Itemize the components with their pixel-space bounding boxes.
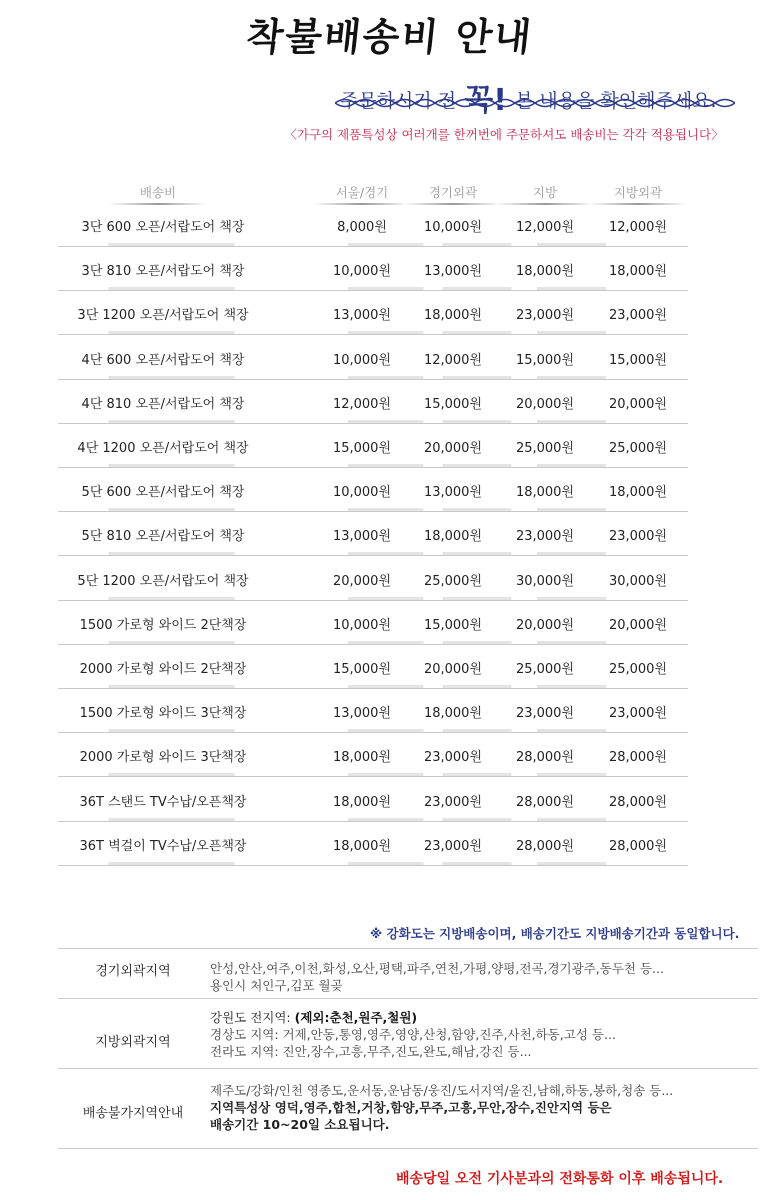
product-name: 5단 810 오픈/서랍도어 책장 [81,529,245,545]
notice-text [0,125,780,143]
fee-outer-gyeonggi: 18,000원 [423,529,483,545]
fee-seoul: 15,000원 [332,662,392,677]
table-row [0,291,780,335]
fee-outer-gyeonggi: 12,000원 [423,352,483,368]
fee-outer-local: 25,000원 [608,441,668,456]
region-outer-gyeonggi [58,948,758,998]
region-line: 배송기간 10~20일 소요됩니다. [210,1117,390,1132]
region-unavailable [58,1068,758,1148]
fee-outer-gyeonggi: 15,000원 [423,617,483,633]
region-outer-local [58,998,758,1068]
region-line: 안성,안산,여주,이천,화성,오산,평택,파주,연천,가평,양평,전곡,경기광주,동두천 등... [210,961,664,976]
table-row [0,645,780,689]
subtitle-pre: 주문하시기 전 [340,90,457,112]
product-name: 3단 810 오픈/서랍도어 책장 [81,264,245,280]
product-name: 4단 810 오픈/서랍도어 책장 [81,396,245,412]
fee-local: 23,000원 [515,308,575,324]
fee-outer-local: 12,000원 [608,220,668,235]
fee-local: 12,000원 [515,220,575,235]
product-name: 1500 가로형 와이드 3단책장 [79,706,247,722]
fee-seoul: 13,000원 [332,529,392,545]
fee-outer-local: 28,000원 [608,750,668,766]
row-divider [58,865,688,866]
region-line [210,1009,616,1026]
footer-notice: 배송당일 오전 기사분과의 전화통화 이후 배송됩니다. [396,1171,724,1187]
fee-outer-gyeonggi: 13,000원 [423,264,483,280]
subtitle-emphasis: 꼭! [464,83,507,118]
fee-seoul: 13,000원 [332,706,392,722]
fee-local: 28,000원 [515,838,575,854]
region-label: 배송불가지역안내 [82,1106,184,1121]
region-label: 지방외곽지역 [95,1035,171,1050]
product-name: 3단 1200 오픈/서랍도어 책장 [77,308,249,324]
col-header-outer-local: 지방외곽 [613,185,663,200]
fee-seoul: 12,000원 [332,396,392,412]
region-text [210,960,664,994]
fee-outer-gyeonggi: 23,000원 [423,794,483,810]
fee-seoul: 18,000원 [332,838,392,854]
col-header-outer-gyeonggi: 경기외곽 [428,185,478,200]
fee-local: 18,000원 [515,485,575,501]
fee-seoul: 18,000원 [332,750,392,766]
table-row [0,203,780,247]
fee-outer-local: 23,000원 [608,706,668,722]
table-row [0,733,780,777]
col-header-local: 지방 [532,185,558,200]
region-text [210,1009,616,1060]
subtitle-post: 본 내용을 확인해주세요. [514,90,717,112]
fee-local: 28,000원 [515,750,575,766]
fee-seoul: 10,000원 [332,485,392,501]
fee-seoul: 20,000원 [332,573,392,589]
divider [58,998,758,999]
fee-local: 15,000원 [515,352,575,368]
fee-seoul: 10,000원 [332,352,392,368]
fee-local: 25,000원 [515,441,575,456]
table-row [0,778,780,822]
fee-outer-gyeonggi: 18,000원 [423,706,483,722]
fee-outer-local: 15,000원 [608,352,668,368]
fee-seoul: 10,000원 [332,264,392,280]
fee-outer-gyeonggi: 23,000원 [423,838,483,854]
fee-local: 25,000원 [515,662,575,677]
fee-seoul: 13,000원 [332,308,392,324]
table-row [0,601,780,645]
product-name: 4단 1200 오픈/서랍도어 책장 [77,441,249,456]
table-row [0,336,780,380]
product-name: 5단 1200 오픈/서랍도어 책장 [77,573,249,589]
table-row [0,424,780,468]
wave-decoration [335,96,735,110]
product-name: 36T 스탠드 TV수납/오픈책장 [79,794,247,810]
region-line: 지역특성상 영덕,영주,합천,거창,함양,무주,고흥,무안,장수,진안지역 등은 [210,1100,612,1115]
product-name: 4단 600 오픈/서랍도어 책장 [81,352,245,368]
region-line: 경상도 지역: 거제,안동,통영,영주,영양,산청,함양,진주,사천,하동,고성 등... [210,1027,616,1042]
fee-outer-local: 20,000원 [608,396,668,412]
product-name: 36T 벽걸이 TV수납/오픈책장 [79,838,247,854]
fee-outer-gyeonggi: 13,000원 [423,485,483,501]
product-name: 1500 가로형 와이드 2단책장 [79,617,247,633]
fee-outer-local: 18,000원 [608,485,668,501]
region-note: ※ 강화도는 지방배송이며, 배송기간도 지방배송기간과 동일합니다. [370,926,740,941]
fee-outer-local: 30,000원 [608,573,668,589]
region-label: 경기외곽지역 [95,964,171,979]
fee-outer-gyeonggi: 18,000원 [423,308,483,324]
divider [58,1148,758,1149]
notice-text-inner: 〈가구의 제품특성상 여러개를 한꺼번에 주문하셔도 배송비는 각각 적용됩니다〉 [284,127,724,142]
fee-outer-gyeonggi: 23,000원 [423,750,483,766]
fee-local: 20,000원 [515,617,575,633]
product-name: 5단 600 오픈/서랍도어 책장 [81,485,245,501]
fee-local: 20,000원 [515,396,575,412]
region-line-bold: (제외:춘천,원주,철원) [294,1010,418,1025]
fee-outer-local: 28,000원 [608,838,668,854]
region-line-pre: 강원도 전지역: [210,1010,291,1025]
fee-outer-local: 25,000원 [608,662,668,677]
product-name: 2000 가로형 와이드 2단책장 [79,662,247,677]
table-row [0,512,780,556]
fee-outer-local: 18,000원 [608,264,668,280]
fee-outer-gyeonggi: 20,000원 [423,441,483,456]
table-row [0,468,780,512]
region-line: 전라도 지역: 진안,장수,고흥,무주,진도,완도,해남,강진 등... [210,1044,532,1059]
fee-outer-gyeonggi: 10,000원 [423,220,483,235]
fee-outer-local: 20,000원 [608,617,668,633]
fee-outer-gyeonggi: 15,000원 [423,396,483,412]
fee-outer-local: 28,000원 [608,794,668,810]
divider [58,948,758,949]
fee-local: 28,000원 [515,794,575,810]
fee-seoul: 8,000원 [337,220,387,235]
table-row [0,380,780,424]
divider [58,1068,758,1069]
table-row [0,247,780,291]
fee-outer-local: 23,000원 [608,529,668,545]
region-line: 제주도/강화/인천 영종도,운서동,운남동/웅진/도서지역/울진,남해,하동,봉하,청송 등... [210,1083,674,1098]
fee-local: 18,000원 [515,264,575,280]
fee-local: 23,000원 [515,706,575,722]
region-line: 용인시 처인구,김포 월곶 [210,978,343,993]
fee-outer-gyeonggi: 25,000원 [423,573,483,589]
table-row [0,689,780,733]
region-text [210,1082,673,1133]
fee-seoul: 15,000원 [332,441,392,456]
product-name: 2000 가로형 와이드 3단책장 [79,750,247,766]
fee-outer-local: 23,000원 [608,308,668,324]
product-name: 3단 600 오픈/서랍도어 책장 [81,220,245,235]
table-row [0,822,780,866]
fee-seoul: 18,000원 [332,794,392,810]
col-header-fee: 배송비 [139,185,177,200]
table-row [0,557,780,601]
fee-outer-gyeonggi: 20,000원 [423,662,483,677]
fee-seoul: 10,000원 [332,617,392,633]
fee-local: 30,000원 [515,573,575,589]
page-title: 착불배송비 안내 [244,14,536,59]
fee-local: 23,000원 [515,529,575,545]
col-header-seoul: 서울/경기 [335,185,389,200]
